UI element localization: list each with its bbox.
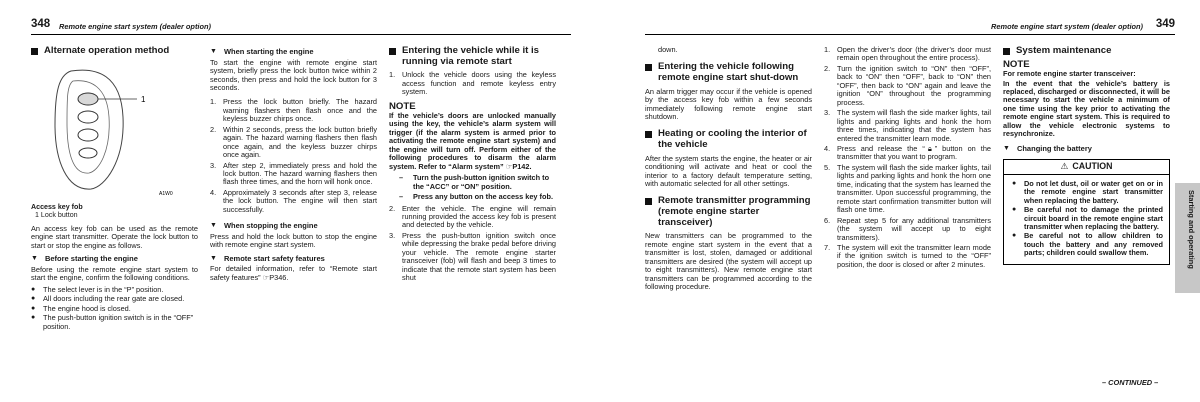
column-programming-steps bbox=[824, 46, 991, 271]
bullet-icon: ● bbox=[1012, 206, 1017, 214]
note-title: NOTE bbox=[389, 100, 416, 112]
triangle-down-icon: ▼ bbox=[210, 254, 217, 262]
heading-square-icon bbox=[389, 48, 396, 55]
bullet-icon: ● bbox=[31, 304, 36, 312]
following-shutdown-paragraph: An alarm trigger may occur if the vehicle is opened by the access key fob within a few seconds immediately following remote engine start shutdown. bbox=[645, 86, 812, 121]
column-entering-vehicle bbox=[389, 46, 556, 285]
list-item: 7. The system will exit the transmitter learn mode if the ignition switch is turned to the “OFF” position, the door is closed or after 2 minutes. bbox=[824, 242, 991, 269]
list-item: 2. Within 2 seconds, press the lock button briefly again. The hazard warning flashers then flash once again, and the keyless buzzer chirps once again. bbox=[210, 124, 377, 160]
bullet-icon: ● bbox=[1012, 232, 1017, 240]
when-starting-paragraph: To start the engine with remote engine start system, briefly press the lock button twice within 2 seconds, then press and hold the lock button for 3 seconds. bbox=[210, 57, 377, 92]
heading-square-icon bbox=[645, 64, 652, 71]
triangle-down-icon: ▼ bbox=[1003, 144, 1010, 152]
column-system-maintenance bbox=[1003, 46, 1170, 265]
list-item: ● Be careful not to allow children to touch the battery and any removed parts; children could swallow them. bbox=[1012, 231, 1163, 258]
access-key-fob-figure bbox=[31, 61, 191, 199]
note-title: NOTE bbox=[1003, 58, 1030, 70]
entering-steps-list bbox=[389, 205, 556, 283]
list-item: 2. Enter the vehicle. The engine will remain running provided the access key fob is present and detected by the vehicle. bbox=[389, 203, 556, 230]
figure-caption bbox=[31, 203, 198, 219]
heading-square-icon bbox=[31, 48, 38, 55]
list-item: 4. Press and release the “🔒︎” button on the transmitter that you want to program. bbox=[824, 143, 991, 162]
figure-code: A1W0 bbox=[159, 190, 173, 197]
caution-header bbox=[1004, 160, 1169, 174]
heading-changing-battery: ▼ Changing the battery bbox=[1003, 143, 1092, 153]
list-item: 1. Press the lock button briefly. The hazard warning flashers then flash once and the keyless buzzer chirps once. bbox=[210, 97, 377, 124]
figure-callout-1: 1 bbox=[141, 94, 146, 104]
side-tab-label: Starting and operating bbox=[1187, 190, 1196, 269]
list-item: ● Do not let dust, oil or water get on or in the remote engine start transmitter when replacing the battery. bbox=[1012, 178, 1163, 205]
column-starting-stopping bbox=[210, 46, 377, 285]
when-stopping-paragraph: Press and hold the lock button to stop the engine with remote engine start system. bbox=[210, 231, 377, 250]
programming-steps-list bbox=[824, 46, 991, 269]
heading-when-starting: ▼ When starting the engine bbox=[210, 47, 314, 56]
note-paragraph: If the vehicle’s doors are unlocked manually using the key, the vehicle’s alarm system will trigger (if the alarm system is armed prior to activating the remote engine start system) and the engine will turn off. Perform either of the following procedures to disarm the alarm system. Refer to “Alarm system” ☞P142. bbox=[389, 111, 556, 171]
right-page-header bbox=[645, 18, 1175, 35]
caution-box bbox=[1003, 159, 1170, 265]
safety-features-paragraph: For detailed information, refer to “Remote start safety features” ☞P346. bbox=[210, 264, 377, 282]
heading-safety-features: ▼ Remote start safety features bbox=[210, 253, 325, 263]
list-item: – Press any button on the access key fob. bbox=[399, 192, 553, 202]
heading-alternate-operation: Alternate operation method bbox=[31, 46, 198, 57]
heading-heating-cooling: Heating or cooling the interior of the vehicle bbox=[645, 129, 812, 150]
list-item: ● The push-button ignition switch is in the “OFF” position. bbox=[31, 313, 194, 331]
page-gutter bbox=[594, 0, 606, 402]
list-item: 1. Unlock the vehicle doors using the keyless access function and remote keyless entry system. bbox=[389, 70, 556, 97]
list-item: ● The select lever is in the “P” position. bbox=[31, 284, 164, 294]
key-fob-illustration bbox=[31, 61, 191, 199]
left-page-number: 348 bbox=[31, 18, 51, 30]
heading-square-icon bbox=[645, 131, 652, 138]
bullet-icon: ● bbox=[31, 314, 36, 322]
intro-paragraph: An access key fob can be used as the remote engine start transmitter. Operate the lock button to start or stop the engine as follows. bbox=[31, 224, 198, 250]
bullet-icon: ● bbox=[31, 295, 36, 303]
list-item: ● Be careful not to damage the printed circuit board in the remote engine start transmitter when replacing the battery. bbox=[1012, 205, 1163, 231]
list-item: – Turn the push-button ignition switch to the “ACC” or “ON” position. bbox=[399, 173, 550, 191]
heading-transmitter-programming: Remote transmitter programming (remote engine starter transceiver) bbox=[645, 196, 812, 228]
column-alarm-heating-programming bbox=[645, 46, 812, 294]
heading-before-starting: ▼ Before starting the engine bbox=[31, 254, 138, 264]
list-item: 3. Press the push-button ignition switch once while depressing the brake pedal before driving your vehicle. The remote engine starter transceiver (fob) will flash and beep 3 times to indicate that the remote start system has been shut bbox=[389, 230, 556, 283]
left-page-header bbox=[31, 18, 571, 35]
heading-square-icon bbox=[1003, 48, 1010, 55]
heating-cooling-paragraph: After the system starts the engine, the heater or air conditioning will activate and heat or cool the interior to a factory default temperature setting, with automatic selected for all other settings. bbox=[645, 153, 812, 188]
before-starting-paragraph: Before using the remote engine start system to start the engine, confirm the following conditions. bbox=[31, 264, 198, 283]
left-header-title: Remote engine start system (dealer option) bbox=[59, 22, 211, 31]
disarm-options-list bbox=[389, 174, 556, 201]
heading-when-stopping: ▼ When stopping the engine bbox=[210, 221, 318, 231]
list-item: 4. Approximately 3 seconds after step 3, release the lock button. The engine will then start successfully. bbox=[210, 187, 377, 214]
note-paragraph: In the event that the vehicle’s battery is replaced, discharged or disconnected, it will be necessary to start the vehicle a minimum of one time using the key prior to activating the remote engine start system. This is required to allow the vehicle electronic systems to resynchronize. bbox=[1003, 78, 1170, 139]
heading-square-icon bbox=[645, 198, 652, 205]
list-item: 2. Turn the ignition switch to “ON” then “OFF”, back to “ON” then “OFF”, back to “ON” then “OFF”, then back to “ON” again and leave the ignition “ON” throughout the programming process. bbox=[824, 63, 991, 107]
caption-title: Access key fob bbox=[31, 202, 83, 211]
bullet-icon: ● bbox=[31, 285, 36, 293]
triangle-down-icon: ▼ bbox=[210, 222, 217, 230]
heading-system-maintenance: System maintenance bbox=[1003, 46, 1170, 57]
conditions-list bbox=[31, 286, 198, 331]
list-item: 3. The system will flash the side marker lights, tail lights and parking lights and honk the horn three times, indicating that the system has entered the transmitter learn mode. bbox=[824, 108, 991, 143]
programming-paragraph: New transmitters can be programmed to the remote engine start system in the event that a transmitter is lost, stolen, damaged or additional transmitters are desired (the system will accept up to eight transmitters). New remote engine start transmitters can be programmed according to the following procedure. bbox=[645, 231, 812, 291]
bullet-icon: ● bbox=[1012, 179, 1017, 187]
heading-entering-following-shutdown: Entering the vehicle following remote engine start shut-down bbox=[645, 62, 812, 83]
triangle-down-icon: ▼ bbox=[210, 48, 217, 55]
starting-steps-list bbox=[210, 98, 377, 214]
list-item: 3. After step 2, immediately press and hold the lock button. The hazard warning flashers then flash three times, and the horn will honk once. bbox=[210, 160, 377, 187]
caution-title: CAUTION bbox=[1072, 161, 1113, 172]
entering-step-1 bbox=[389, 71, 556, 96]
note-lead: For remote engine starter transceiver: bbox=[1003, 69, 1136, 79]
right-header-title: Remote engine start system (dealer option) bbox=[991, 22, 1143, 31]
warning-triangle-icon: ⚠ bbox=[1060, 161, 1069, 172]
column-alternate-operation bbox=[31, 46, 198, 332]
continued-marker: – CONTINUED – bbox=[1102, 378, 1159, 387]
list-item: 5. The system will flash the side marker lights, tail lights and parking lights and honk the horn one time, indicating that the system has learned the transmitter. Upon successful programming, the remote start confirmation transmitter button will flash one time. bbox=[824, 162, 991, 215]
triangle-down-icon: ▼ bbox=[31, 255, 38, 263]
heading-entering-vehicle: Entering the vehicle while it is running via remote start bbox=[389, 46, 556, 67]
list-item: 6. Repeat step 5 for any additional transmitters (the system will accept up to eight transmitters). bbox=[824, 215, 991, 242]
caution-list bbox=[1004, 175, 1169, 264]
list-item: 1. Open the driver’s door (the driver’s door must remain open throughout the entire process). bbox=[824, 45, 991, 63]
carry-over-text: down. bbox=[658, 45, 678, 54]
list-item: ● All doors including the rear gate are closed. bbox=[31, 294, 185, 304]
caption-item: 1 Lock button bbox=[35, 210, 78, 219]
right-page-number: 349 bbox=[1155, 18, 1175, 30]
list-item: ● The engine hood is closed. bbox=[31, 303, 131, 313]
